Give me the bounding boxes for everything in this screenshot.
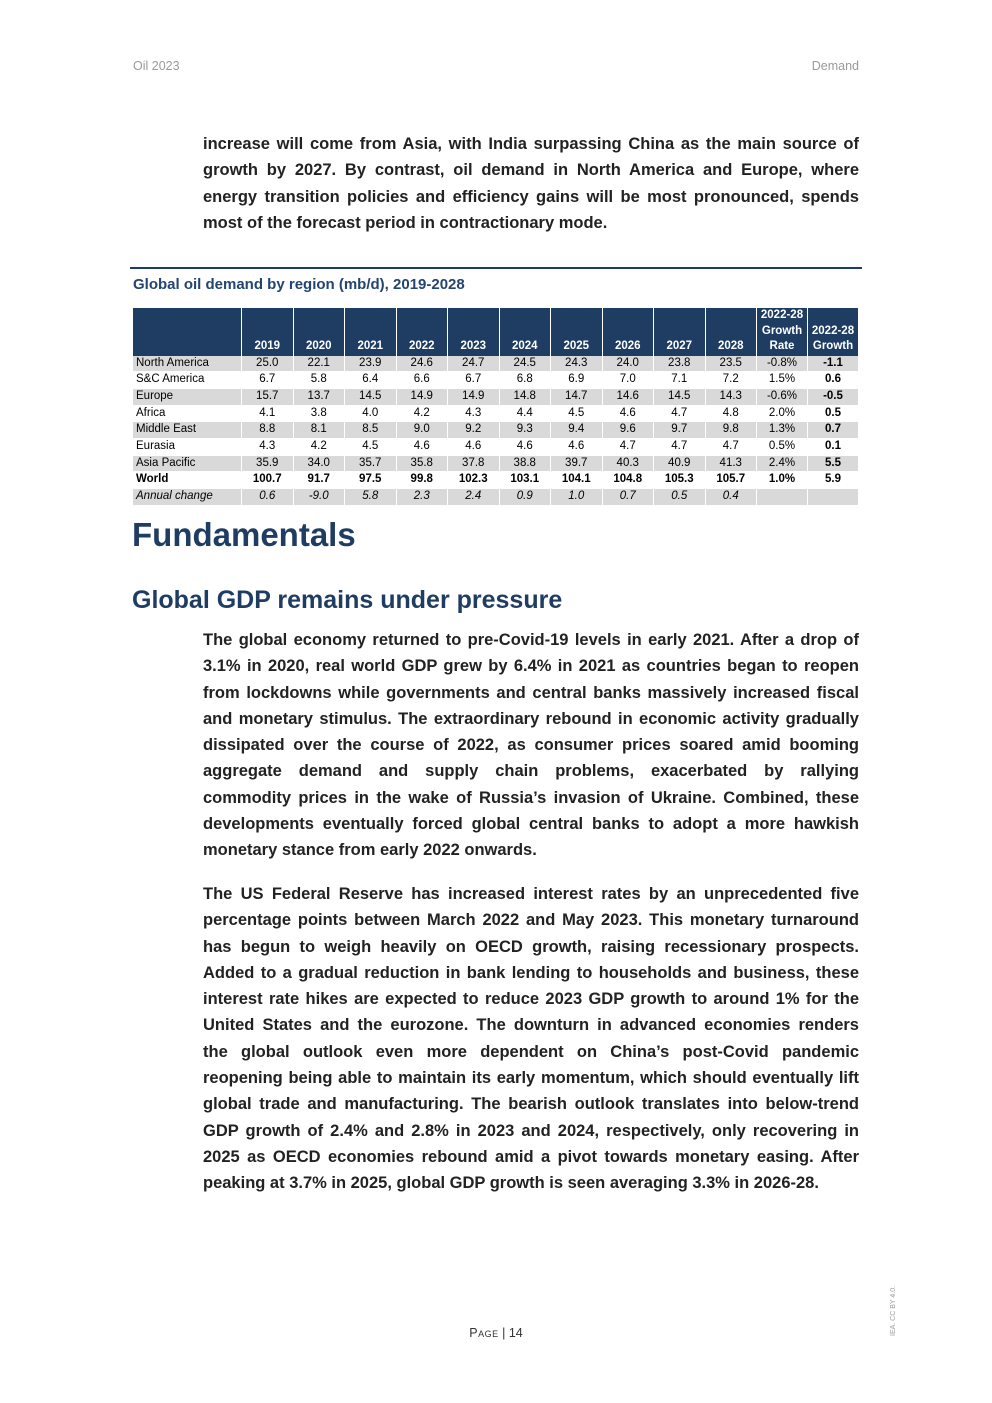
- value-cell: 4.6: [397, 439, 448, 456]
- growth-cell: 5.5: [808, 456, 858, 473]
- value-cell: 4.5: [345, 439, 396, 456]
- value-cell: 104.8: [603, 472, 654, 489]
- value-cell: 6.4: [345, 372, 396, 389]
- table-row: [133, 489, 858, 506]
- value-cell: 4.7: [654, 439, 705, 456]
- growth-rate-cell: 2.0%: [757, 406, 807, 423]
- value-cell: 6.6: [397, 372, 448, 389]
- value-cell: 4.6: [603, 406, 654, 423]
- paragraph-line: the global outlook even more dependent on China’s post-Covid pandemic: [203, 1042, 859, 1061]
- license-credit: IEA. CC BY 4.0.: [890, 1285, 897, 1336]
- growth-cell: 0.1: [808, 439, 858, 456]
- paragraph-line: increase will come from Asia, with India surpassing China as the main source of: [203, 135, 859, 153]
- value-cell: 9.6: [603, 422, 654, 439]
- page-separator: |: [498, 1326, 509, 1340]
- region-cell: Europe: [133, 389, 241, 406]
- value-cell: 99.8: [397, 472, 448, 489]
- value-cell: 6.9: [551, 372, 602, 389]
- growth-rate-cell: 1.5%: [757, 372, 807, 389]
- paragraph-line: global trade and manufacturing. The bearish outlook translates into below-trend: [203, 1095, 859, 1114]
- value-cell: 24.0: [603, 356, 654, 373]
- value-cell: 0.7: [603, 489, 654, 506]
- table-row: [133, 439, 858, 456]
- value-cell: 8.1: [294, 422, 345, 439]
- value-cell: 105.3: [654, 472, 705, 489]
- value-cell: 9.7: [654, 422, 705, 439]
- paragraph-line: interest rate hikes are expected to reduce 2023 GDP growth to around 1% for the: [203, 990, 859, 1009]
- value-cell: 4.7: [706, 439, 757, 456]
- value-cell: 4.8: [706, 406, 757, 423]
- table-header-row: [133, 308, 858, 356]
- value-cell: 4.3: [242, 439, 293, 456]
- growth-rate-cell: -0.6%: [757, 389, 807, 406]
- value-cell: 9.3: [500, 422, 551, 439]
- value-cell: 105.7: [706, 472, 757, 489]
- value-cell: 7.1: [654, 372, 705, 389]
- value-cell: 4.1: [242, 406, 293, 423]
- growth-rate-cell: [757, 489, 807, 506]
- value-cell: 5.8: [345, 489, 396, 506]
- region-cell: North America: [133, 356, 241, 373]
- value-cell: 4.6: [500, 439, 551, 456]
- value-cell: 14.6: [603, 389, 654, 406]
- paragraph-line: and monetary stimulus. The extraordinary rebound in economic activity gradually: [203, 709, 859, 728]
- growth-rate-cell: 1.3%: [757, 422, 807, 439]
- paragraph-line: Added to a gradual reduction in bank lending to households and business, these: [203, 963, 859, 982]
- value-cell: 4.4: [500, 406, 551, 423]
- table-title: Global oil demand by region (mb/d), 2019-2028: [133, 276, 465, 293]
- paragraph-line: 3.1% in 2020, real world GDP grew by 6.4% in 2021 as countries began to reopen: [203, 657, 859, 676]
- region-cell: Annual change: [133, 489, 241, 506]
- value-cell: 40.9: [654, 456, 705, 473]
- value-cell: 14.8: [500, 389, 551, 406]
- region-cell: Asia Pacific: [133, 456, 241, 473]
- year-header: 2020: [294, 308, 345, 356]
- paragraph-line: reopening being able to maintain its early momentum, which should eventually lift: [203, 1069, 859, 1088]
- paragraph-line: from lockdowns while governments and central banks massively increased fiscal: [203, 683, 859, 702]
- value-cell: 7.2: [706, 372, 757, 389]
- growth-cell: 0.5: [808, 406, 858, 423]
- table-row: [133, 389, 858, 406]
- value-cell: 15.7: [242, 389, 293, 406]
- value-cell: 13.7: [294, 389, 345, 406]
- value-cell: 35.7: [345, 456, 396, 473]
- table-row: [133, 406, 858, 423]
- value-cell: 100.7: [242, 472, 293, 489]
- value-cell: 37.8: [448, 456, 499, 473]
- growth-cell: 0.6: [808, 372, 858, 389]
- year-header: 2019: [242, 308, 293, 356]
- value-cell: 39.7: [551, 456, 602, 473]
- year-header: 2022: [397, 308, 448, 356]
- year-header: 2021: [345, 308, 396, 356]
- value-cell: 23.9: [345, 356, 396, 373]
- oil-demand-table: [132, 308, 859, 506]
- value-cell: 0.9: [500, 489, 551, 506]
- paragraph-line: GDP growth of 2.4% and 2.8% in 2023 and 2024, respectively, only recovering in: [203, 1121, 859, 1140]
- growth-cell: -1.1: [808, 356, 858, 373]
- header-line: 2022-28: [811, 324, 855, 337]
- header-section-name: Demand: [811, 59, 859, 73]
- page-label: Page: [469, 1326, 499, 1340]
- paragraph-line: The US Federal Reserve has increased interest rates by an unprecedented five: [203, 885, 859, 903]
- paragraph-line: monetary stance from early 2022 onwards.: [203, 841, 537, 860]
- value-cell: 4.2: [294, 439, 345, 456]
- growth-rate-header: [757, 308, 807, 356]
- paragraph-line: commodity prices in the wake of Russia’s invasion of Ukraine. Combined, these: [203, 788, 859, 807]
- region-cell: Middle East: [133, 422, 241, 439]
- paragraph-line: developments eventually forced global central banks to adopt a more hawkish: [203, 815, 859, 834]
- value-cell: 25.0: [242, 356, 293, 373]
- value-cell: 6.7: [242, 372, 293, 389]
- growth-rate-cell: -0.8%: [757, 356, 807, 373]
- year-header: 2025: [551, 308, 602, 356]
- value-cell: 14.9: [397, 389, 448, 406]
- value-cell: 24.3: [551, 356, 602, 373]
- value-cell: 9.0: [397, 422, 448, 439]
- table-row: [133, 456, 858, 473]
- region-cell: Eurasia: [133, 439, 241, 456]
- header-line: Growth: [761, 324, 803, 337]
- subsection-title: Global GDP remains under pressure: [132, 586, 563, 614]
- value-cell: 4.2: [397, 406, 448, 423]
- value-cell: 4.0: [345, 406, 396, 423]
- gdp-paragraph-2: [203, 881, 859, 1197]
- growth-cell: -0.5: [808, 389, 858, 406]
- value-cell: 97.5: [345, 472, 396, 489]
- growth-rate-cell: 0.5%: [757, 439, 807, 456]
- value-cell: 6.8: [500, 372, 551, 389]
- value-cell: 14.7: [551, 389, 602, 406]
- paragraph-line: energy transition policies and efficiency gains will be most pronounced, spends: [203, 187, 859, 206]
- paragraph-line: 2025 as OECD economies rebound amid a pivot towards monetary easing. After: [203, 1147, 859, 1166]
- value-cell: 104.1: [551, 472, 602, 489]
- value-cell: 102.3: [448, 472, 499, 489]
- paragraph-line: has begun to weigh heavily on OECD growth, raising recessionary prospects.: [203, 937, 859, 956]
- table-row: [133, 422, 858, 439]
- value-cell: 4.6: [448, 439, 499, 456]
- year-header: 2027: [654, 308, 705, 356]
- header-line: Rate: [769, 340, 795, 352]
- growth-cell: 0.7: [808, 422, 858, 439]
- value-cell: 9.2: [448, 422, 499, 439]
- value-cell: 24.6: [397, 356, 448, 373]
- value-cell: 14.5: [654, 389, 705, 406]
- paragraph-line: percentage points between March 2022 and May 2023. This monetary turnaround: [203, 911, 859, 930]
- paragraph-line: growth by 2027. By contrast, oil demand in North America and Europe, where: [203, 161, 859, 180]
- growth-rate-cell: 2.4%: [757, 456, 807, 473]
- value-cell: 9.8: [706, 422, 757, 439]
- value-cell: 4.5: [551, 406, 602, 423]
- region-cell: Africa: [133, 406, 241, 423]
- value-cell: 103.1: [500, 472, 551, 489]
- value-cell: -9.0: [294, 489, 345, 506]
- value-cell: 5.8: [294, 372, 345, 389]
- value-cell: 9.4: [551, 422, 602, 439]
- value-cell: 35.8: [397, 456, 448, 473]
- value-cell: 23.5: [706, 356, 757, 373]
- table-top-rule: [130, 267, 862, 269]
- section-title: Fundamentals: [132, 516, 356, 553]
- value-cell: 8.8: [242, 422, 293, 439]
- value-cell: 1.0: [551, 489, 602, 506]
- table-row: [133, 356, 858, 373]
- value-cell: 14.5: [345, 389, 396, 406]
- value-cell: 8.5: [345, 422, 396, 439]
- value-cell: 23.8: [654, 356, 705, 373]
- value-cell: 14.3: [706, 389, 757, 406]
- paragraph-line: United States and the eurozone. The downturn in advanced economies renders: [203, 1016, 859, 1035]
- header-report-title: Oil 2023: [133, 59, 180, 73]
- table-row: [133, 372, 858, 389]
- value-cell: 7.0: [603, 372, 654, 389]
- header-line: Growth: [812, 340, 854, 352]
- region-header: [133, 308, 241, 356]
- paragraph-line: most of the forecast period in contractionary mode.: [203, 213, 608, 232]
- paragraph-line: The global economy returned to pre-Covid-19 levels in early 2021. After a drop of: [203, 631, 859, 649]
- value-cell: 4.7: [603, 439, 654, 456]
- table-row: [133, 472, 858, 489]
- value-cell: 40.3: [603, 456, 654, 473]
- growth-cell: [808, 489, 858, 506]
- value-cell: 41.3: [706, 456, 757, 473]
- region-cell: S&C America: [133, 372, 241, 389]
- paragraph-line: dissipated over the course of 2022, as consumer prices soared amid booming: [203, 736, 859, 755]
- year-header: 2028: [706, 308, 757, 356]
- gdp-paragraph-1: [203, 627, 859, 864]
- year-header: 2024: [500, 308, 551, 356]
- value-cell: 3.8: [294, 406, 345, 423]
- page-number: 14: [508, 1326, 523, 1340]
- paragraph-line: peaking at 3.7% in 2025, global GDP growth is seen averaging 3.3% in 2026-28.: [203, 1174, 819, 1193]
- year-header: 2026: [603, 308, 654, 356]
- year-header: 2023: [448, 308, 499, 356]
- value-cell: 2.3: [397, 489, 448, 506]
- value-cell: 4.3: [448, 406, 499, 423]
- value-cell: 0.6: [242, 489, 293, 506]
- value-cell: 24.5: [500, 356, 551, 373]
- page-footer: [0, 1326, 992, 1340]
- value-cell: 4.6: [551, 439, 602, 456]
- intro-paragraph: [203, 131, 859, 236]
- growth-header: [808, 308, 858, 356]
- paragraph-line: aggregate demand and supply chain problems, exacerbated by rallying: [203, 762, 859, 781]
- header-line: 2022-28: [760, 309, 804, 321]
- value-cell: 2.4: [448, 489, 499, 506]
- value-cell: 0.5: [654, 489, 705, 506]
- value-cell: 24.7: [448, 356, 499, 373]
- value-cell: 91.7: [294, 472, 345, 489]
- value-cell: 34.0: [294, 456, 345, 473]
- value-cell: 4.7: [654, 406, 705, 423]
- value-cell: 0.4: [706, 489, 757, 506]
- value-cell: 38.8: [500, 456, 551, 473]
- value-cell: 22.1: [294, 356, 345, 373]
- value-cell: 6.7: [448, 372, 499, 389]
- region-cell: World: [133, 472, 241, 489]
- value-cell: 14.9: [448, 389, 499, 406]
- value-cell: 35.9: [242, 456, 293, 473]
- growth-rate-cell: 1.0%: [757, 472, 807, 489]
- growth-cell: 5.9: [808, 472, 858, 489]
